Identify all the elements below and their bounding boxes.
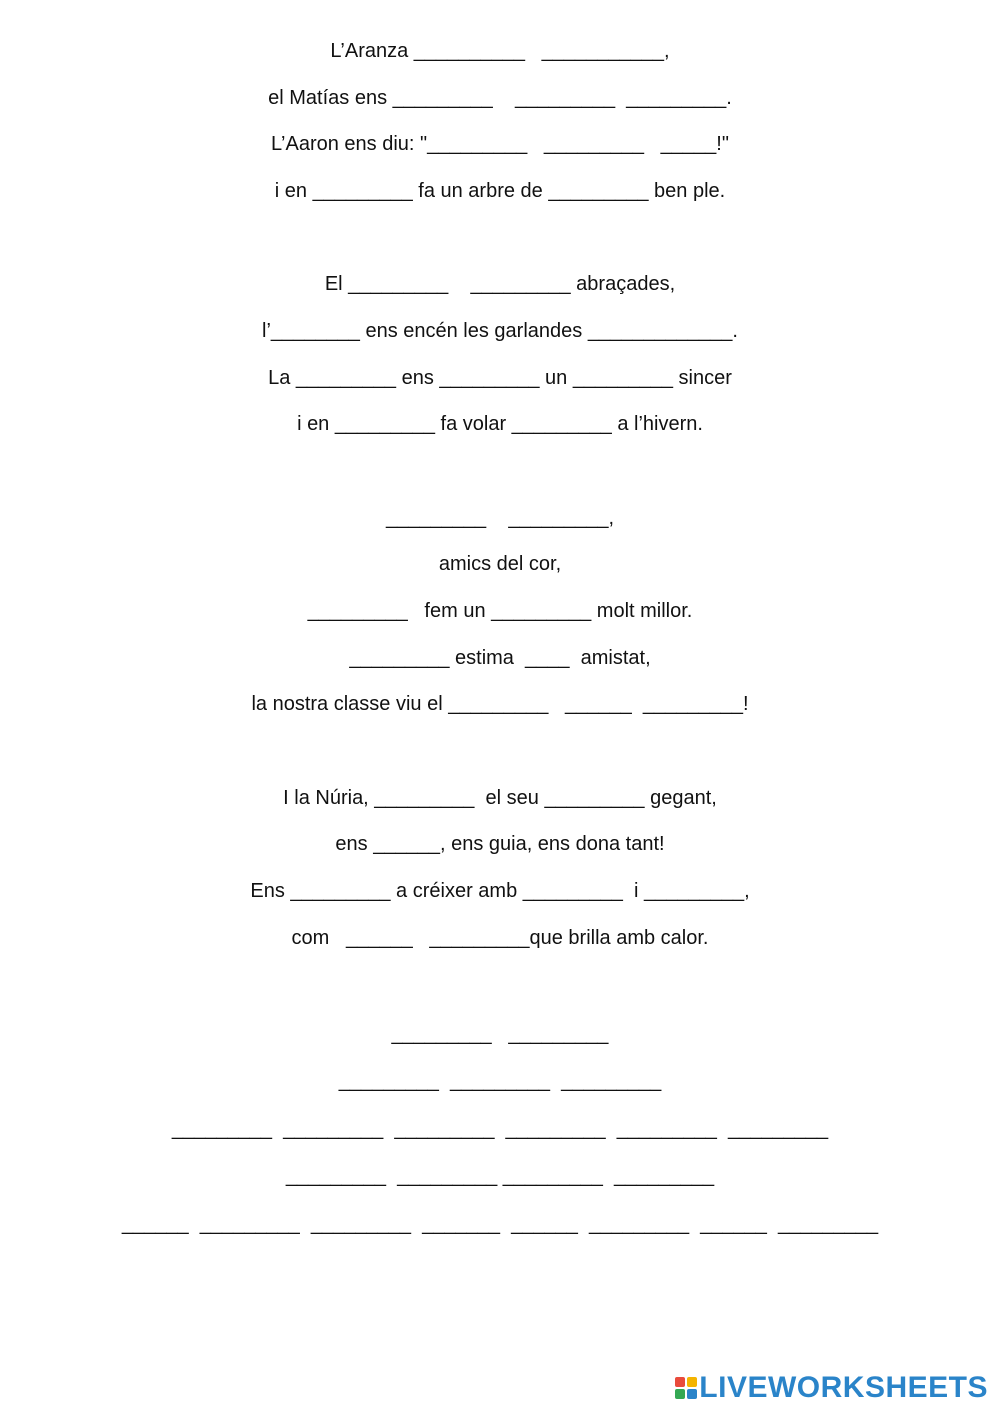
liveworksheets-logo-icon <box>675 1377 697 1399</box>
stanza2-line2: l’________ ens encén les garlandes _____________. <box>262 320 738 342</box>
final-line5: ______ _________ _________ _______ ______ _________ ______ _________ <box>121 1213 879 1235</box>
final-line3: _________ _________ _________ _________ _________ _________ <box>171 1118 829 1140</box>
stanza1-line1: L’Aranza __________ ___________, <box>330 40 670 62</box>
final-line1: _________ _________ <box>391 1023 609 1045</box>
stanza2-line1: El _________ _________ abraçades, <box>324 273 676 295</box>
logo-text: LIVEWORKSHEETS <box>699 1371 988 1404</box>
chorus-line2: amics del cor, <box>438 553 562 575</box>
stanza1-line3: L’Aaron ens diu: "_________ _________ _____!" <box>271 133 729 155</box>
chorus-line5: la nostra classe viu el _________ ______ _________! <box>251 693 749 715</box>
chorus-line3: _________ fem un _________ molt millor. <box>307 600 693 622</box>
stanza2-line3: La _________ ens _________ un _________ sincer <box>268 367 732 389</box>
stanza3-line1: I la Núria, _________ el seu _________ gegant, <box>283 787 717 809</box>
stanza3-line3: Ens _________ a créixer amb _________ i _________, <box>250 880 750 902</box>
final-line4: _________ _________ _________ _________ <box>285 1165 715 1187</box>
stanza1-line4: i en _________ fa un arbre de _________ ben ple. <box>274 180 726 202</box>
liveworksheets-logo[interactable] <box>675 1368 988 1408</box>
stanza3-line2: ens ______, ens guia, ens dona tant! <box>335 833 665 855</box>
chorus-line1: _________ _________, <box>386 507 614 529</box>
final-line2: _________ _________ _________ <box>338 1070 662 1092</box>
chorus-line4: _________ estima ____ amistat, <box>349 647 651 669</box>
stanza2-line4: i en _________ fa volar _________ a l’hivern. <box>297 413 703 435</box>
stanza1-line2: el Matías ens _________ _________ _________. <box>268 87 732 109</box>
stanza3-line4: com ______ _________que brilla amb calor. <box>291 927 709 949</box>
